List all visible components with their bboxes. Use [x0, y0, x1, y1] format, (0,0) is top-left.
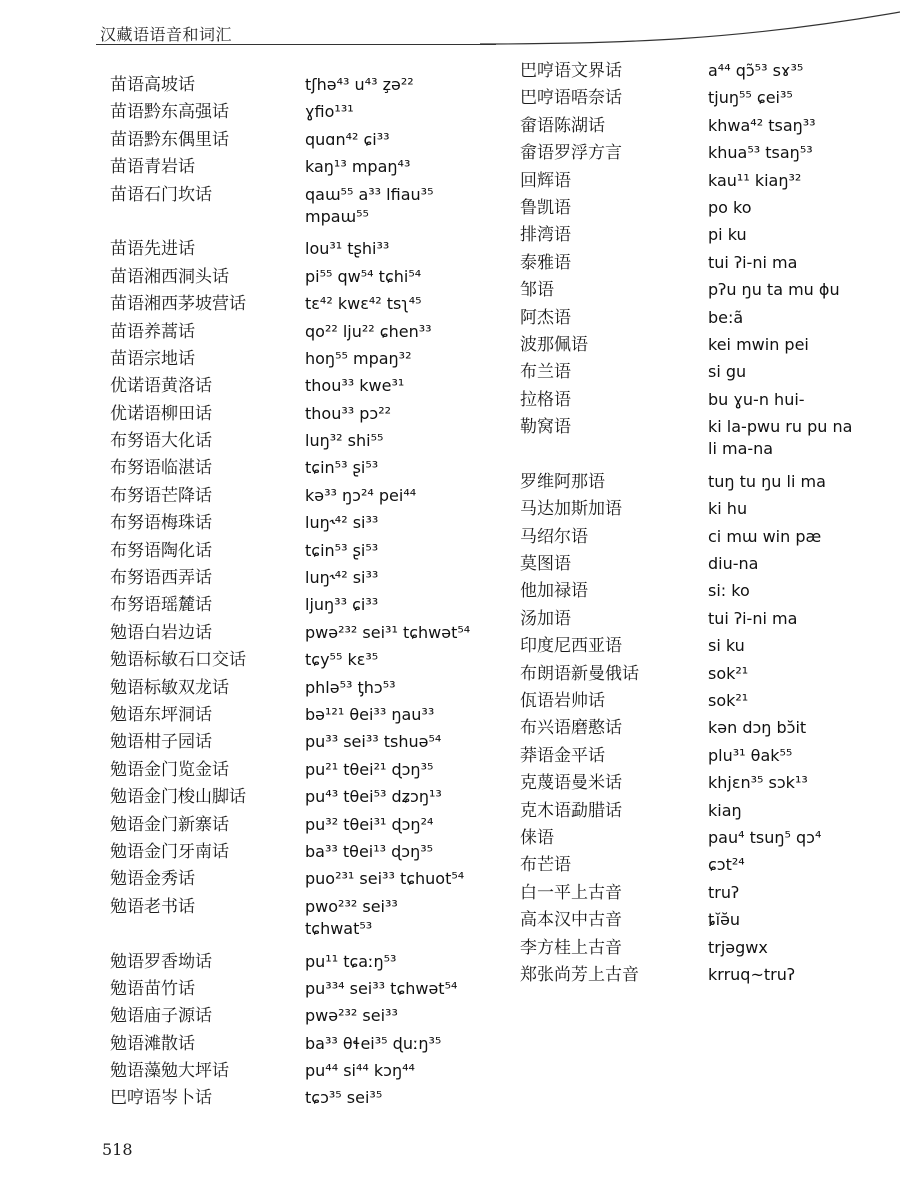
list-item-continuation	[110, 919, 470, 946]
page-number: 518	[102, 1140, 133, 1159]
language-name: 勉语庙子源话	[110, 1006, 212, 1027]
ipa-form: kei mwin pei	[708, 334, 809, 354]
list-item	[520, 522, 852, 549]
ipa-form: bə¹²¹ θei³³ ŋau³³	[305, 704, 435, 724]
list-item	[520, 576, 852, 603]
ipa-form: si: ko	[708, 581, 750, 601]
list-item	[110, 864, 470, 891]
list-item	[520, 933, 852, 960]
language-name: 印度尼西亚语	[520, 636, 622, 657]
ipa-form: tɕhwat⁵³	[305, 919, 373, 939]
list-item	[110, 563, 470, 590]
list-item	[110, 97, 470, 124]
list-item	[520, 768, 852, 795]
language-name: 布努语梅珠话	[110, 513, 212, 534]
list-item	[110, 700, 470, 727]
list-item	[520, 905, 852, 932]
ipa-form: plu³¹ θak⁵⁵	[708, 745, 793, 765]
language-name: 勒窝语	[520, 417, 571, 438]
language-name: 苗语先进话	[110, 239, 195, 260]
ipa-form: qo²² lju²² ɕhen³³	[305, 321, 432, 341]
language-name: 勉语苗竹话	[110, 978, 195, 999]
ipa-form: tɕin⁵³ ʂi⁵³	[305, 540, 379, 560]
list-item	[110, 892, 470, 919]
ipa-form: tɕin⁵³ ʂi⁵³	[305, 458, 379, 478]
list-item	[520, 83, 852, 110]
language-name: 布努语临湛话	[110, 458, 212, 479]
right-column	[520, 56, 852, 987]
ipa-form: pu³² tθei³¹ ɖɔŋ²⁴	[305, 814, 434, 834]
list-item	[520, 303, 852, 330]
language-name: 克蔑语曼米话	[520, 773, 622, 794]
list-item	[520, 193, 852, 220]
list-item	[520, 878, 852, 905]
list-item	[110, 727, 470, 754]
ipa-form: ba³³ tθei¹³ ɖɔŋ³⁵	[305, 841, 434, 861]
language-name: 邹语	[520, 280, 554, 301]
ipa-form: pu²¹ tθei²¹ ɖɔŋ³⁵	[305, 759, 434, 779]
list-item	[110, 1056, 470, 1083]
ipa-form: truʔ	[708, 882, 740, 902]
ipa-form: ljuŋ³³ ɕi³³	[305, 595, 379, 615]
ipa-form: kiaŋ	[708, 800, 742, 820]
language-name: 布努语西弄话	[110, 568, 212, 589]
language-name: 克木语勐腊话	[520, 800, 622, 821]
ipa-form: tui ʔi-ni ma	[708, 608, 798, 628]
ipa-form: ci mɯ win pæ	[708, 526, 822, 546]
list-item-continuation	[110, 207, 470, 234]
language-name: 苗语黔东高强话	[110, 102, 229, 123]
ipa-form: pi ku	[708, 225, 747, 245]
list-item	[520, 385, 852, 412]
list-item	[110, 1083, 470, 1110]
list-item	[520, 796, 852, 823]
language-name: 布努语陶化话	[110, 540, 212, 561]
language-name: 苗语高坡话	[110, 75, 195, 95]
ipa-form: li ma-na	[708, 439, 774, 459]
language-name: 苗语青岩话	[110, 157, 195, 178]
ipa-form: tɕy⁵⁵ kɛ³⁵	[305, 650, 379, 670]
language-name: 勉语柑子园话	[110, 732, 212, 753]
list-item	[520, 467, 852, 494]
ipa-form: pʔu ŋu ta mu ɸu	[708, 280, 840, 300]
language-name: 李方桂上古音	[520, 937, 622, 958]
ipa-form: ȶĭə̆u	[708, 910, 741, 930]
list-item	[520, 111, 852, 138]
list-item	[110, 590, 470, 617]
ipa-form: pu³³ sei³³ tshuə⁵⁴	[305, 732, 442, 752]
list-item	[110, 399, 470, 426]
ipa-form: ɕɔt²⁴	[708, 855, 745, 875]
ipa-form: pwo²³² sei³³	[305, 896, 398, 916]
ipa-form: mpaɯ⁵⁵	[305, 206, 369, 226]
language-name: 畲语陈湖话	[520, 115, 605, 136]
ipa-form: pu³³⁴ sei³³ tɕhwət⁵⁴	[305, 978, 458, 998]
list-item	[110, 810, 470, 837]
language-name: 布兰语	[520, 362, 571, 383]
list-item	[520, 248, 852, 275]
list-item	[520, 960, 852, 987]
list-item	[110, 453, 470, 480]
list-item	[520, 659, 852, 686]
list-item	[520, 412, 852, 439]
ipa-form: po ko	[708, 197, 752, 217]
ipa-form: thou³³ kwe³¹	[305, 376, 405, 396]
language-name: 苗语湘西洞头话	[110, 266, 229, 287]
language-name: 勉语藻勉大坪话	[110, 1061, 229, 1082]
ipa-form: kən dɔŋ bɔ̆it	[708, 718, 807, 738]
list-item	[110, 344, 470, 371]
list-item	[110, 70, 470, 97]
ipa-form: sok²¹	[708, 663, 749, 683]
list-item	[110, 234, 470, 261]
list-item	[110, 1001, 470, 1028]
ipa-form: quɑn⁴² ɕi³³	[305, 129, 390, 149]
ipa-form: kau¹¹ kiaŋ³²	[708, 170, 802, 190]
language-name: 勉语金秀话	[110, 869, 195, 890]
list-item	[520, 138, 852, 165]
language-name: 白一平上古音	[520, 882, 622, 903]
left-column	[110, 70, 470, 1111]
ipa-form: tɕɔ³⁵ sei³⁵	[305, 1088, 383, 1108]
ipa-form: pu⁴³ tθei⁵³ dʑɔŋ¹³	[305, 787, 442, 807]
language-name: 勉语白岩边话	[110, 622, 212, 643]
language-name: 排湾语	[520, 225, 571, 246]
list-item	[110, 837, 470, 864]
ipa-form: khwa⁴² tsaŋ³³	[708, 115, 816, 135]
language-name: 苗语黔东偶里话	[110, 129, 229, 150]
language-name: 勉语老书话	[110, 896, 195, 917]
ipa-form: pwə²³² sei³¹ tɕhwət⁵⁴	[305, 622, 471, 642]
ipa-form: luŋ˞⁴² si³³	[305, 568, 379, 588]
ipa-form: be:ã	[708, 307, 744, 327]
ipa-form: bu ɣu-n hui-	[708, 389, 805, 409]
ipa-form: ɣfio¹³¹	[305, 102, 354, 122]
ipa-form: kaŋ¹³ mpaŋ⁴³	[305, 157, 411, 177]
list-item	[520, 631, 852, 658]
list-item	[110, 536, 470, 563]
language-name: 勉语金门新寨话	[110, 814, 229, 835]
language-name: 优诺语柳田话	[110, 403, 212, 424]
language-name: 郑张尚芳上古音	[520, 964, 639, 985]
list-item	[110, 755, 470, 782]
ipa-form: pu⁴⁴ si⁴⁴ kɔŋ⁴⁴	[305, 1061, 415, 1081]
ipa-form: tuŋ tu ŋu li ma	[708, 471, 826, 491]
ipa-form: luŋ˞⁴² si³³	[305, 513, 379, 533]
ipa-form: krruq~truʔ	[708, 964, 795, 984]
language-name: 莫图语	[520, 554, 571, 575]
list-item	[520, 604, 852, 631]
list-item	[110, 508, 470, 535]
language-name: 勉语标敏石口交话	[110, 650, 246, 671]
ipa-form: ki la-pwu ru pu na	[708, 417, 853, 437]
ipa-form: luŋ³² shi⁵⁵	[305, 431, 384, 451]
ipa-form: tɛ⁴² kwɛ⁴² tsʅ⁴⁵	[305, 294, 422, 314]
language-name: 罗维阿那语	[520, 471, 605, 492]
list-item	[520, 494, 852, 521]
list-item	[110, 125, 470, 152]
list-item	[520, 220, 852, 247]
ipa-form: kə³³ ŋɔ²⁴ pei⁴⁴	[305, 485, 417, 505]
list-item	[110, 152, 470, 179]
language-name: 回辉语	[520, 170, 571, 191]
ipa-form: thou³³ pɔ²²	[305, 403, 392, 423]
language-name: 苗语宗地话	[110, 348, 195, 369]
list-item	[520, 166, 852, 193]
list-item	[110, 371, 470, 398]
language-name: 勉语金门览金话	[110, 759, 229, 780]
language-name: 布兴语磨憨话	[520, 718, 622, 739]
language-name: 巴哼语唔奈话	[520, 88, 622, 109]
ipa-form: tjuŋ⁵⁵ ɕei³⁵	[708, 88, 793, 108]
language-name: 布朗语新曼俄话	[520, 663, 639, 684]
list-item-continuation	[520, 439, 852, 466]
language-name: 佤语岩帅话	[520, 690, 605, 711]
language-name: 阿杰语	[520, 307, 571, 328]
list-item	[520, 330, 852, 357]
language-name: 苗语养蒿话	[110, 321, 195, 342]
list-item	[110, 782, 470, 809]
list-item	[520, 357, 852, 384]
list-item	[110, 481, 470, 508]
language-name: 苗语湘西茅坡营话	[110, 294, 246, 315]
language-name: 拉格语	[520, 389, 571, 410]
language-name: 勉语标敏双龙话	[110, 677, 229, 698]
ipa-form: khjɛn³⁵ sɔk¹³	[708, 773, 808, 793]
language-name: 勉语金门梭山脚话	[110, 787, 246, 808]
ipa-form: si ku	[708, 636, 745, 656]
ipa-form: trjəgwx	[708, 937, 768, 957]
list-item	[110, 947, 470, 974]
ipa-form: qaɯ⁵⁵ a³³ lfiau³⁵	[305, 184, 434, 204]
language-name: 畲语罗浮方言	[520, 143, 622, 164]
list-item	[520, 823, 852, 850]
language-name: 布努语芒降话	[110, 485, 212, 506]
ipa-form: pi⁵⁵ qw⁵⁴ tɕhi⁵⁴	[305, 266, 422, 286]
list-item	[520, 56, 852, 83]
list-item	[520, 741, 852, 768]
list-item	[110, 673, 470, 700]
language-name: 勉语滩散话	[110, 1033, 195, 1054]
language-name: 巴哼语岑卜话	[110, 1088, 212, 1109]
ipa-form: puo²³¹ sei³³ tɕhuot⁵⁴	[305, 869, 465, 889]
ipa-form: si gu	[708, 362, 747, 382]
list-item	[520, 713, 852, 740]
language-name: 苗语石门坎话	[110, 184, 212, 205]
language-name: 布芒语	[520, 855, 571, 876]
ipa-form: a⁴⁴ qɔ̃⁵³ sɤ³⁵	[708, 61, 804, 80]
language-name: 布努语大化话	[110, 431, 212, 452]
list-item	[520, 275, 852, 302]
language-name: 波那佩语	[520, 334, 588, 355]
language-name: 勉语东坪洞话	[110, 704, 212, 725]
language-name: 优诺语黄洛话	[110, 376, 212, 397]
list-item	[110, 645, 470, 672]
header-rule	[96, 44, 496, 45]
language-name: 汤加语	[520, 608, 571, 629]
language-name: 布努语瑶麓话	[110, 595, 212, 616]
ipa-form: pwə²³² sei³³	[305, 1006, 398, 1026]
running-head-title: 汉藏语语音和词汇	[100, 25, 233, 44]
language-name: 马绍尔语	[520, 526, 588, 547]
list-item	[520, 686, 852, 713]
language-name: 莽语金平话	[520, 745, 605, 766]
language-name: 勉语罗香坳话	[110, 951, 212, 972]
ipa-form: diu-na	[708, 554, 759, 574]
ipa-form: hoŋ⁵⁵ mpaŋ³²	[305, 348, 412, 368]
ipa-form: tʃhə⁴³ u⁴³ z̧ə²²	[305, 75, 414, 94]
language-name: 俫语	[520, 827, 554, 848]
language-name: 巴哼语文界话	[520, 61, 622, 81]
language-name: 高本汉中古音	[520, 910, 622, 931]
list-item	[110, 426, 470, 453]
ipa-form: ki hu	[708, 499, 748, 519]
list-item	[110, 618, 470, 645]
list-item	[110, 180, 470, 207]
ipa-form: pau⁴ tsuŋ⁵ qɔ⁴	[708, 827, 822, 847]
header-curve-ornament	[480, 10, 900, 50]
list-item	[110, 1029, 470, 1056]
language-name: 泰雅语	[520, 252, 571, 273]
list-item	[110, 317, 470, 344]
list-item	[110, 974, 470, 1001]
list-item	[520, 850, 852, 877]
language-name: 他加禄语	[520, 581, 588, 602]
ipa-form: phlə⁵³ ƫhɔ⁵³	[305, 677, 396, 697]
list-item	[110, 289, 470, 316]
ipa-form: khua⁵³ tsaŋ⁵³	[708, 143, 813, 163]
ipa-form: pu¹¹ tɕaːŋ⁵³	[305, 951, 397, 971]
list-item	[110, 262, 470, 289]
ipa-form: lou³¹ tʂhi³³	[305, 239, 390, 259]
language-name: 鲁凯语	[520, 197, 571, 218]
language-name: 勉语金门牙南话	[110, 841, 229, 862]
ipa-form: sok²¹	[708, 690, 749, 710]
ipa-form: tui ʔi-ni ma	[708, 252, 798, 272]
language-name: 马达加斯加语	[520, 499, 622, 520]
ipa-form: ba³³ θɬei³⁵ ɖuːŋ³⁵	[305, 1033, 442, 1053]
list-item	[520, 549, 852, 576]
